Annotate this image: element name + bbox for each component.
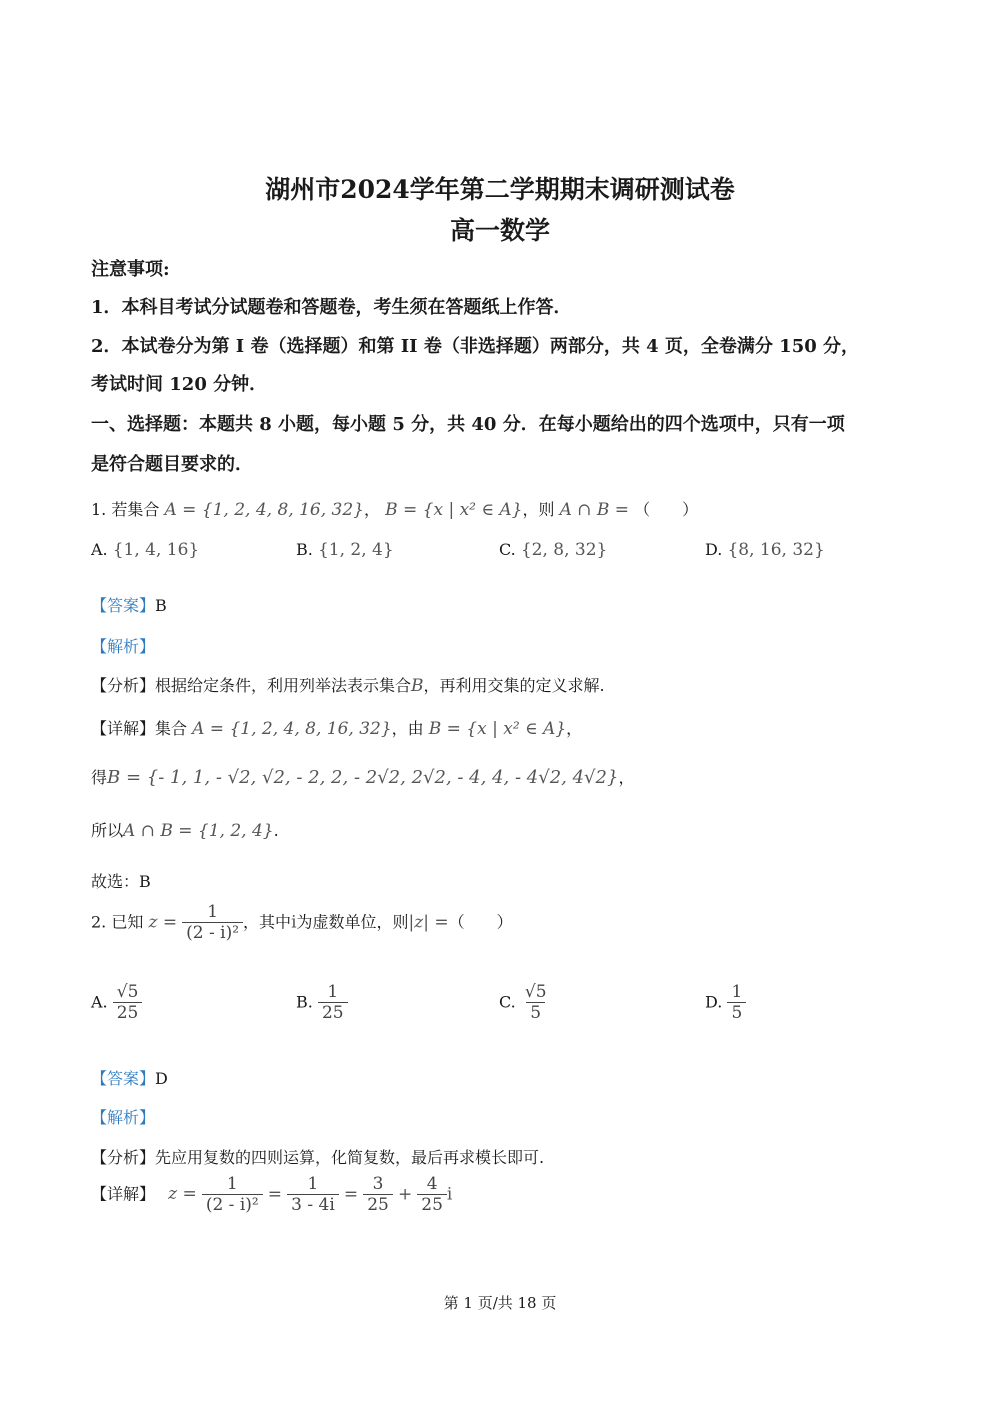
q1-set-a: A = {1, 2, 4, 8, 16, 32} xyxy=(164,500,364,520)
q1-analysis-tag: 【解析】 xyxy=(91,637,156,656)
q1-answer xyxy=(91,593,167,616)
q1-option-c: C. {2, 8, 32} xyxy=(499,540,608,560)
q1-option-a: A. {1, 4, 16} xyxy=(91,540,200,560)
section-heading-cont: 是符合题目要求的． xyxy=(91,454,253,475)
q2-stem: 2. 已知 z = $\frac{1}{\text{(2 - i)²}}$ ，其中i为虚数单位，则|z| =（ ） xyxy=(91,902,513,944)
q1-then: ，则 xyxy=(522,500,555,519)
notice-item-2-cont: 考试时间 120 分钟． xyxy=(91,374,268,395)
q2-option-c: C. $\frac{√5}{5}$ xyxy=(499,982,547,1024)
q1-detail: 【详解】集合 A = {1, 2, 4, 8, 16, 32}，由 B = {x | x² ∈ A}， xyxy=(91,719,583,739)
q2-detail: 【详解】 z = $\frac{1}{\text{(2 - i)²}}$ = $\frac{1}{3 - 4i}$ = $\frac{3}{25}$ + $\frac{4}{25}$ i xyxy=(91,1174,453,1216)
doc-title: 湖州市2024学年第二学期期末调研测试卷 xyxy=(265,175,735,204)
notice-item-2: 2．本试卷分为第 I 卷（选择题）和第 II 卷（非选择题）两部分，共 4 页，全卷满分 150 分， xyxy=(91,336,860,357)
q2-analysis-tag: 【解析】 xyxy=(91,1108,156,1127)
q1-paren: （ ） xyxy=(634,500,699,519)
answer-tag: 【答案】 xyxy=(91,596,156,615)
q1-comma: ， xyxy=(363,500,380,519)
q1-fenxi: 【分析】根据给定条件，利用列举法表示集合B，再利用交集的定义求解. xyxy=(91,676,605,696)
q1-set-b: B = {x | x² ∈ A} xyxy=(385,500,523,520)
q2-fraction: $\frac{1}{\text{(2 - i)²}}$ xyxy=(182,902,243,944)
q1-expr: A ∩ B = xyxy=(559,500,630,520)
q1-option-d: D. {8, 16, 32} xyxy=(705,540,825,560)
q1-choice: 故选：B xyxy=(91,872,151,891)
q1-conclusion: 所以A ∩ B = {1, 2, 4}. xyxy=(91,821,279,841)
q2-answer: 【答案】D xyxy=(91,1069,168,1088)
doc-subtitle: 高一数学 xyxy=(449,216,550,245)
q2-option-d: D. $\frac{1}{5}$ xyxy=(705,982,746,1024)
answer-value: B xyxy=(155,596,167,615)
q2-option-b: B. $\frac{1}{25}$ xyxy=(296,982,348,1024)
q1-stem xyxy=(91,497,698,520)
q2-fenxi: 【分析】先应用复数的四则运算，化简复数，最后再求模长即可. xyxy=(91,1148,545,1167)
q2-option-a: A. $\frac{√5}{25}$ xyxy=(91,982,142,1024)
notice-item-1: 1．本科目考试分试题卷和答题卷，考生须在答题纸上作答． xyxy=(91,297,572,318)
notice-heading: 注意事项: xyxy=(91,259,170,280)
q1-derivation: 得B = {- 1, 1, - √2, √2, - 2, 2, - 2√2, 2√2, - 4, 4, - 4√2, 4√2}， xyxy=(91,767,635,788)
q1-option-b: B. {1, 2, 4} xyxy=(296,540,394,560)
section-heading: 一、选择题：本题共 8 小题，每小题 5 分，共 40 分．在每小题给出的四个选项中，只有一项 xyxy=(91,414,845,435)
page-footer: 第 1 页/共 18 页 xyxy=(443,1294,557,1312)
q1-prefix: 1. 若集合 xyxy=(91,500,160,519)
